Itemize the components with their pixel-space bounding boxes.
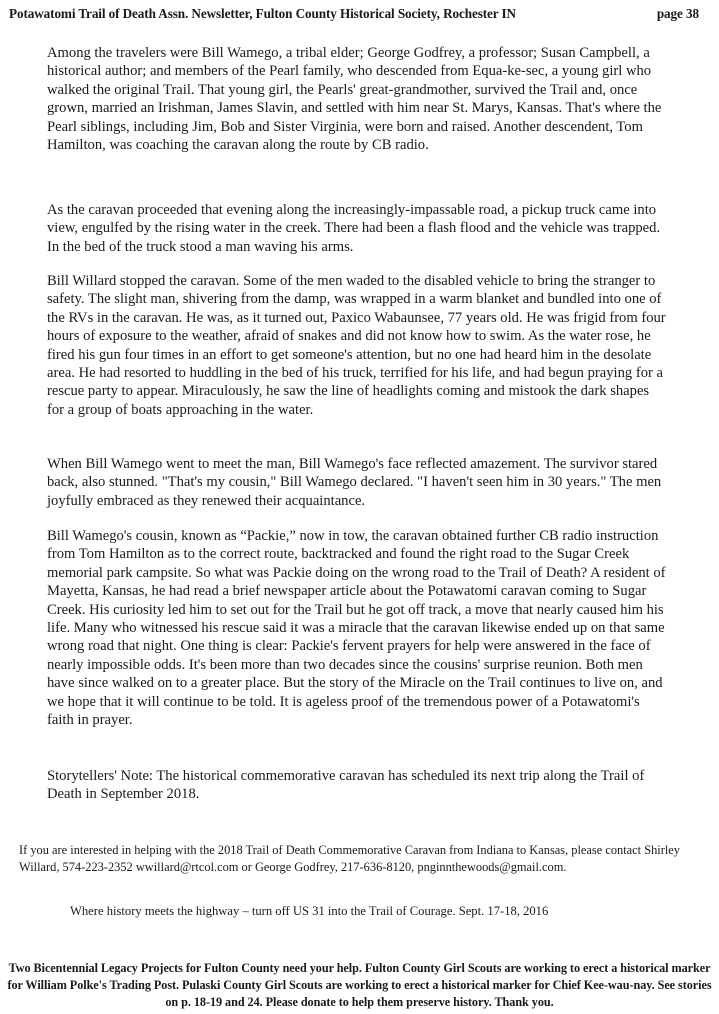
- body-paragraph-1: Among the travelers were Bill Wamego, a tribal elder; George Godfrey, a professor; Susan Campbell, a historical author; and members of the Pearl family, who descended from Equa-ke-sec, a young girl who walked the original Trail. That young girl, the Pearls' great-grandmother, survived the Trail and, once grown, married an Irishman, James Slavin, and settled with him near St. Marys, Kansas. That's where the Pearl siblings, including Jim, Bob and Sister Virginia, were born and raised. Another descendent, Tom Hamilton, was coaching the caravan along the route by CB radio.: [47, 45, 662, 154]
- legacy-projects-footer: Two Bicentennial Legacy Projects for Fulton County need your help. Fulton County Girl Scouts are working to erect a historical marker for William Polke's Trading Post. Pulaski County Girl Scouts are working to erect a historical marker for Chief Kee-wau-nay. See stories on p. 18-19 and 24. Please donate to help them preserve history. Thank you.: [7, 961, 712, 1009]
- body-paragraph-2: As the caravan proceeded that evening along the increasingly-impassable road, a pickup truck came into view, engulfed by the rising water in the creek. There had been a flash flood and the vehicle was trapped. In the bed of the truck stood a man waving his arms.: [47, 202, 661, 255]
- event-tagline: Where history meets the highway – turn off US 31 into the Trail of Courage. Sept. 17-18, 2016: [70, 904, 549, 918]
- newsletter-title: Potawatomi Trail of Death Assn. Newsletter, Fulton County Historical Society, Rochester IN: [9, 6, 516, 21]
- contact-info: If you are interested in helping with the 2018 Trail of Death Commemorative Caravan from Indiana to Kansas, please contact Shirley Willard, 574-223-2352 wwillard@rtcol.com or George Godfrey, 217-636-8120, pnginnthewoods@gmail.com.: [19, 843, 680, 874]
- page-number: page 38: [656, 6, 699, 21]
- body-paragraph-5: Bill Wamego's cousin, known as “Packie,” now in tow, the caravan obtained further CB radio instruction from Tom Hamilton as to the correct route, backtracked and found the right road to the Sugar Creek memorial park campsite. So what was Packie doing on the wrong road to the Trail of Death? A resident of Mayetta, Kansas, he had read a brief newspaper article about the Potawatomi caravan coming to Sugar Creek. His curiosity led him to set out for the Trail but he got off track, a move that nearly caused him his life. Many who witnessed his rescue said it was a miracle that the caravan likewise ended up on that same wrong road that night. One thing is clear: Packie's fervent prayers for help were answered in the face of nearly impossible odds. It's been more than two decades since the cousins' surprise reunion. Both men have since walked on to a greater place. But the story of the Miracle on the Trail continues to live on, and we hope that it will continue to be told. It is ageless proof of the tremendous power of a Potawatomi's faith in prayer.: [47, 528, 666, 729]
- body-paragraph-3: Bill Willard stopped the caravan. Some of the men waded to the disabled vehicle to bring the stranger to safety. The slight man, shivering from the damp, was wrapped in a warm blanket and bundled into one of the RVs in the caravan. He was, as it turned out, Paxico Wabaunsee, 77 years old. He was frigid from four hours of exposure to the weather, afraid of snakes and did not know how to swim. As the water rose, he fired his gun four times in an effort to get someone's attention, but no one had heard him in the desolate area. He had resorted to huddling in the bed of his truck, terrified for his life, and had begun praying for a rescue party to appear. Miraculously, he saw the line of headlights coming and mistook the dark shapes for a group of boats approaching in the water.: [47, 273, 666, 418]
- storytellers-note: Storytellers' Note: The historical commemorative caravan has scheduled its next trip along the Trail of Death in September 2018.: [47, 768, 645, 803]
- page-header: [9, 6, 709, 22]
- body-paragraph-4: When Bill Wamego went to meet the man, Bill Wamego's face reflected amazement. The survivor stared back, also stunned. "That's my cousin," Bill Wamego declared. "I haven't seen him in 30 years." The men joyfully embraced as they renewed their acquaintance.: [47, 456, 662, 509]
